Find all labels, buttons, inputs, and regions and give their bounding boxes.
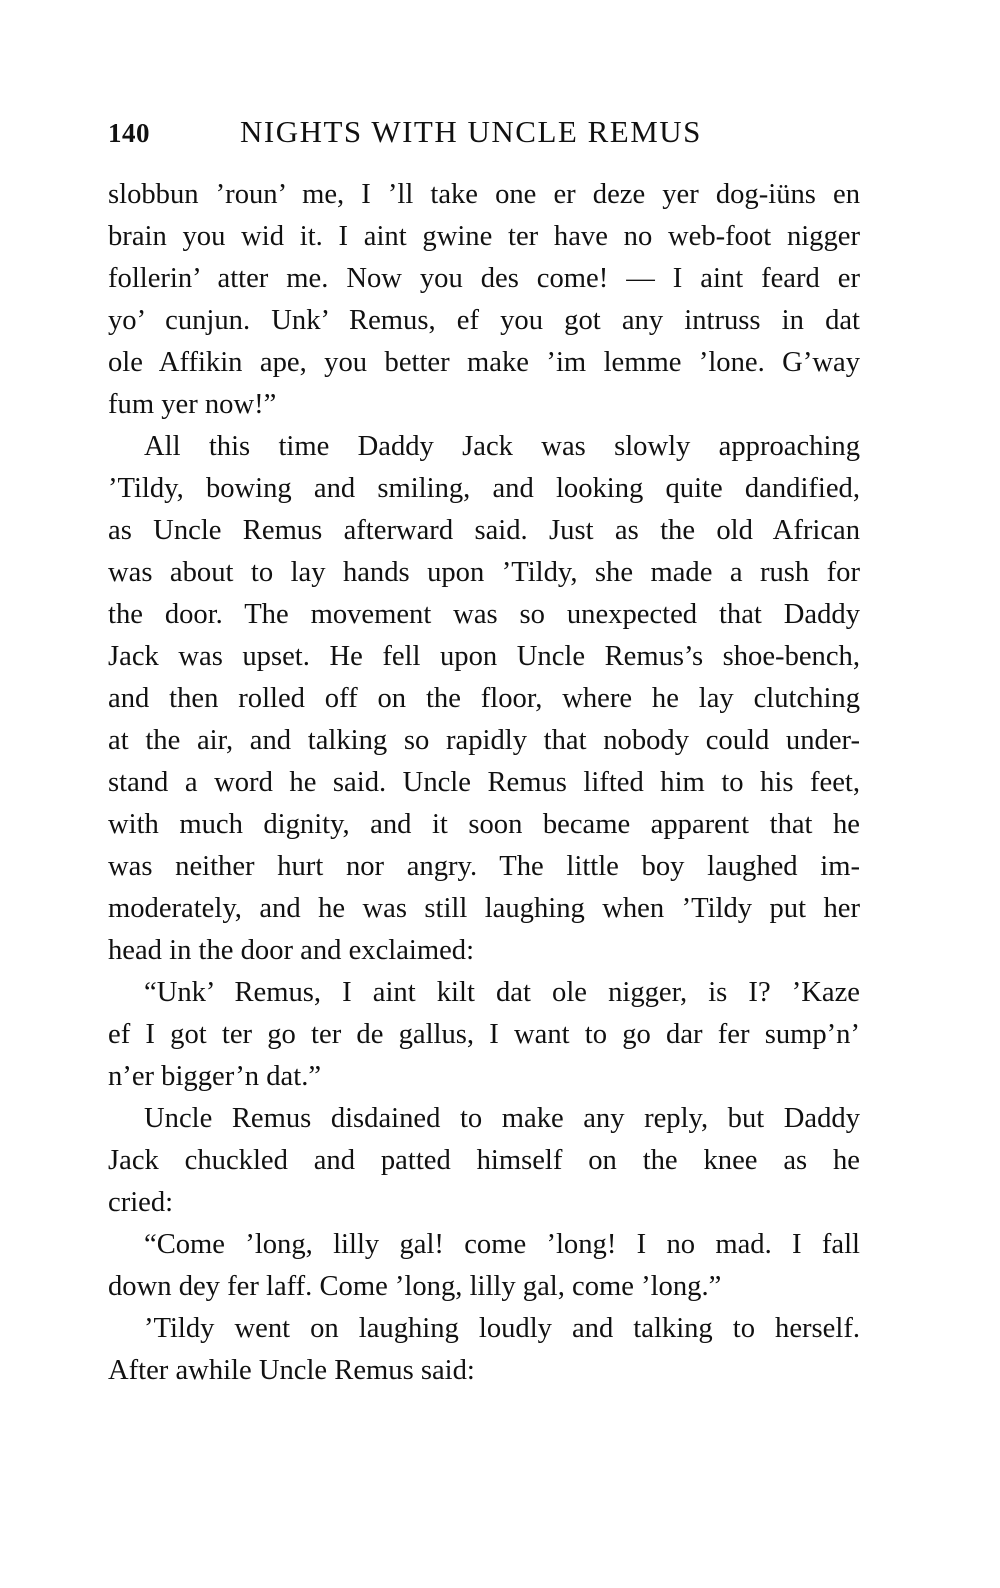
text-line: ef I got ter go ter de gallus, I want to go dar fer sump’n’ [108,1019,860,1050]
text-line: yo’ cunjun. Unk’ Remus, ef you got any intruss in dat [108,305,860,336]
paragraph-5 [108,1224,860,1308]
text-line: ole Affikin ape, you better make ’im lemme ’lone. G’way [108,347,860,378]
text-line: was neither hurt nor angry. The little boy laughed im- [108,851,860,882]
page-header [108,112,860,160]
text-line: head in the door and exclaimed: [108,935,475,966]
text-line: “Unk’ Remus, I aint kilt dat ole nigger, is I? ’Kaze [144,977,860,1008]
text-line: and then rolled off on the floor, where he lay clutching [108,683,860,714]
text-line: was about to lay hands upon ’Tildy, she made a rush for [108,557,860,588]
text-line: down dey fer laff. Come ’long, lilly gal, come ’long.” [108,1271,722,1302]
text-line: follerin’ atter me. Now you des come! — I aint feard er [108,263,860,294]
page-number: 140 [108,118,150,148]
text-line: moderately, and he was still laughing when ’Tildy put her [108,893,860,924]
text-line: All this time Daddy Jack was slowly approaching [144,431,860,462]
text-line: n’er bigger’n dat.” [108,1061,322,1092]
paragraph-2 [108,426,860,972]
text-line: Uncle Remus disdained to make any reply, but Daddy [144,1103,860,1134]
paragraph-3 [108,972,860,1098]
paragraph-6 [108,1308,860,1392]
text-line: After awhile Uncle Remus said: [108,1355,475,1386]
text-line: cried: [108,1187,174,1218]
text-line: Jack was upset. He fell upon Uncle Remus’s shoe-bench, [108,641,860,672]
text-line: brain you wid it. I aint gwine ter have no web-foot nigger [108,221,860,252]
running-title: NIGHTS WITH UNCLE REMUS [240,114,702,149]
body-text [108,174,860,1392]
text-line: at the air, and talking so rapidly that nobody could under- [108,725,860,756]
paragraph-4 [108,1098,860,1224]
text-line: Jack chuckled and patted himself on the knee as he [108,1145,860,1176]
text-line: “Come ’long, lilly gal! come ’long! I no mad. I fall [144,1229,860,1260]
text-line: stand a word he said. Uncle Remus lifted him to his feet, [108,767,860,798]
text-line: the door. The movement was so unexpected that Daddy [108,599,860,630]
text-line: fum yer now!” [108,389,277,420]
book-page [108,112,860,1392]
text-line: ’Tildy went on laughing loudly and talking to herself. [144,1313,860,1344]
text-line: as Uncle Remus afterward said. Just as the old African [108,515,860,546]
text-line: slobbun ’roun’ me, I ’ll take one er deze yer dog-iüns en [108,179,860,210]
text-line: with much dignity, and it soon became apparent that he [108,809,860,840]
paragraph-1 [108,174,860,426]
text-line: ’Tildy, bowing and smiling, and looking quite dandified, [108,473,860,504]
